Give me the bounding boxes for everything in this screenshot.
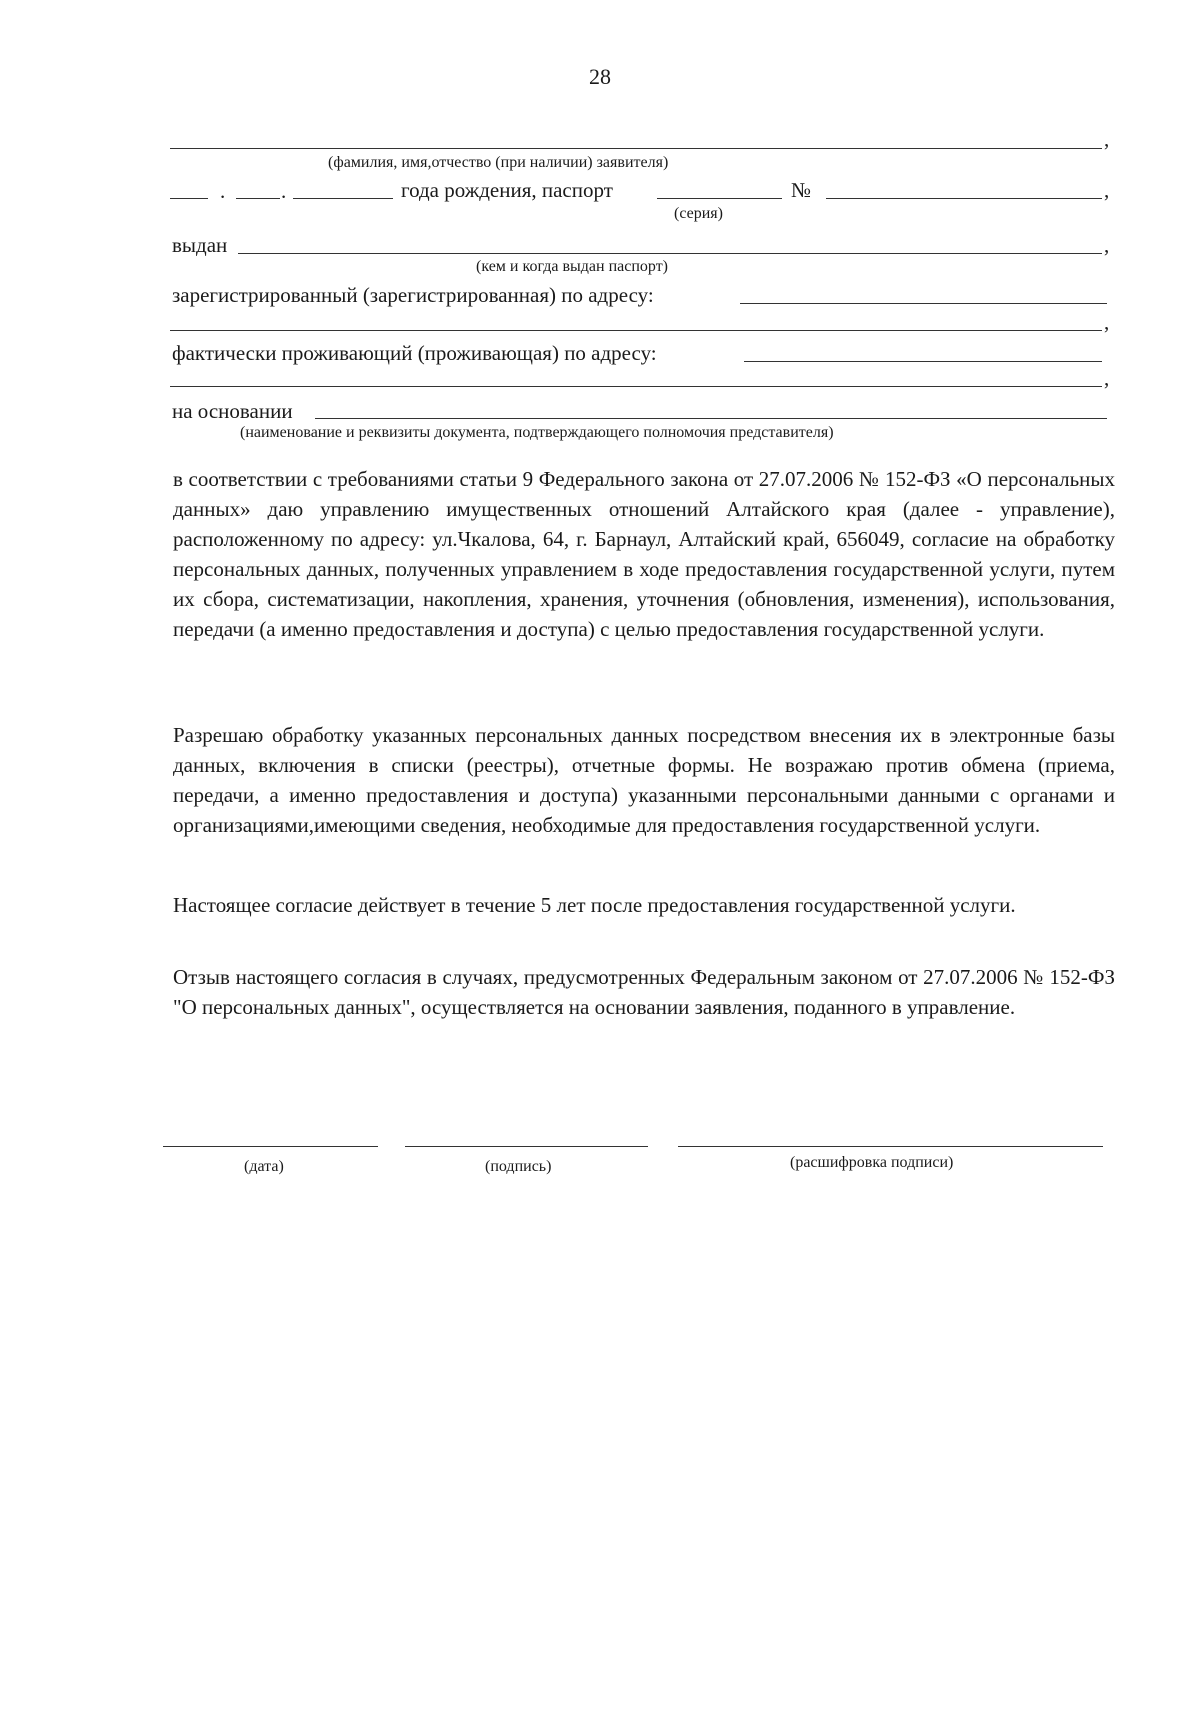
living-comma: , bbox=[1104, 366, 1110, 390]
signature-caption: (подпись) bbox=[485, 1158, 552, 1175]
series-caption: (серия) bbox=[674, 205, 723, 222]
living-continuation-line bbox=[170, 386, 1102, 387]
fio-comma: , bbox=[1104, 127, 1110, 151]
consent-paragraph-1: в соответствии с требованиями статьи 9 Федерального закона от 27.07.2006 № 152-ФЗ «О персональных данных» даю управлению имущественных отношений Алтайского края (далее - управление), расположенному по адресу: ул.Чкалова, 64, г. Барнаул, Алтайский край, 656049, согласие на обработку персональных данных, полученных управлением в ходе предоставления государственной услуги, путем их сбора, систематизации, накопления, хранения, уточнения (обновления, изменения), использования, передачи (а именно предоставления и доступа) с целью предоставления государственной услуги. bbox=[173, 467, 1115, 641]
consent-paragraph-3: Настоящее согласие действует в течение 5 лет после предоставления государственной услуги. bbox=[173, 893, 1016, 917]
registered-continuation-line bbox=[170, 330, 1102, 331]
signature-decode-line bbox=[678, 1146, 1103, 1147]
consent-paragraph-2: Разрешаю обработку указанных персональных данных посредством внесения их в электронные базы данных, включения в списки (реестры), отчетные формы. Не возражаю против обмена (приема, передачи, а именно предоставления и доступа) указанными персональными данными с органами и организациями,имеющими сведения, необходимые для предоставления государственной услуги. bbox=[173, 723, 1115, 837]
page-number: 28 bbox=[589, 64, 611, 89]
living-label: фактически проживающий (проживающая) по адресу: bbox=[172, 341, 657, 365]
birth-passport-label: года рождения, паспорт bbox=[401, 178, 613, 202]
birth-month-line bbox=[236, 198, 280, 199]
basis-label: на основании bbox=[172, 399, 293, 423]
basis-caption: (наименование и реквизиты документа, подтверждающего полномочия представителя) bbox=[240, 424, 834, 441]
basis-field-line bbox=[315, 418, 1107, 419]
registered-field-line bbox=[740, 303, 1107, 304]
registered-label: зарегистрированный (зарегистрированная) по адресу: bbox=[172, 283, 654, 307]
issued-comma: , bbox=[1104, 233, 1110, 257]
living-field-line bbox=[744, 361, 1102, 362]
signature-line bbox=[405, 1146, 648, 1147]
consent-paragraph-4: Отзыв настоящего согласия в случаях, предусмотренных Федеральным законом от 27.07.2006 № 152-ФЗ "О персональных данных", осуществляется на основании заявления, поданного в управление. bbox=[173, 965, 1115, 1019]
passport-number-sign: № bbox=[791, 178, 812, 202]
registered-comma: , bbox=[1104, 310, 1110, 334]
passport-series-line bbox=[657, 198, 782, 199]
passport-number-line bbox=[826, 198, 1102, 199]
birth-day-line bbox=[170, 198, 208, 199]
signature-decode-caption: (расшифровка подписи) bbox=[790, 1154, 954, 1171]
issued-label: выдан bbox=[172, 233, 228, 257]
fio-caption: (фамилия, имя,отчество (при наличии) заявителя) bbox=[328, 154, 669, 171]
issued-field-line bbox=[238, 253, 1102, 254]
issued-caption: (кем и когда выдан паспорт) bbox=[476, 258, 669, 275]
birth-dot-1: . bbox=[220, 179, 226, 203]
fio-field-line bbox=[170, 148, 1102, 149]
date-caption: (дата) bbox=[244, 1158, 284, 1175]
birth-year-line bbox=[293, 198, 393, 199]
passport-comma: , bbox=[1104, 178, 1110, 202]
date-line bbox=[163, 1146, 378, 1147]
birth-dot-2: . bbox=[281, 179, 287, 203]
